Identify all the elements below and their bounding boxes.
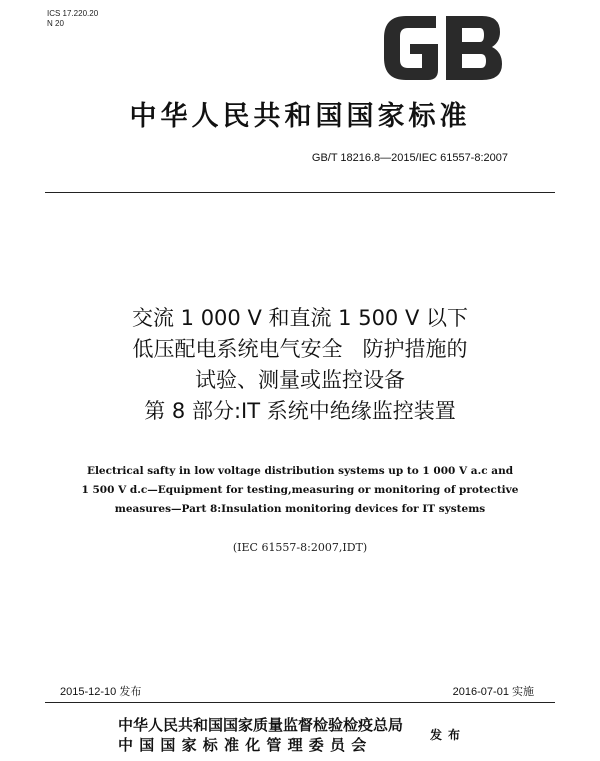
standard-number: GB/T 18216.8—2015/IEC 61557-8:2007 [311,152,508,164]
top-divider [45,192,555,193]
chinese-title [0,303,600,427]
release-label: 发布 [430,728,467,742]
chinese-title-line-2: 低压配电系统电气安全 防护措施的 [132,337,468,361]
gb-logo [380,14,504,82]
publisher-line-2: 中国国家标准化管理委员会 [118,736,373,754]
standard-category-title: 中华人民共和国国家标准 [129,101,471,132]
publishers-block [118,715,403,755]
gb-logo-b-shape [446,16,502,80]
publish-date: 2015-12-10 发布 [60,686,142,698]
chinese-title-line-1: 交流 1 000 V 和直流 1 500 V 以下 [131,306,469,330]
english-title-line-3: measures—Part 8:Insulation monitoring devices for IT systems [114,503,486,515]
bottom-divider [45,702,555,703]
chinese-title-line-4: 第 8 部分:IT 系统中绝缘监控装置 [144,399,456,423]
ics-code: ICS 17.220.20 [47,9,99,18]
english-title-line-1: Electrical safty in low voltage distribution systems up to 1 000 V a.c and [86,465,514,477]
gb-logo-g-shape [384,16,438,80]
english-title [60,462,540,519]
english-title-line-2: 1 500 V d.c—Equipment for testing,measuring or monitoring of protective [81,484,519,496]
classification-code: N 20 [47,19,64,28]
ics-code-block [47,9,98,29]
adoption-note: (IEC 61557-8:2007,IDT) [232,541,368,554]
publisher-line-1: 中华人民共和国国家质量监督检验检疫总局 [118,716,404,734]
implementation-date: 2016-07-01 实施 [452,686,534,698]
chinese-title-line-3: 试验、测量或监控设备 [195,368,405,392]
